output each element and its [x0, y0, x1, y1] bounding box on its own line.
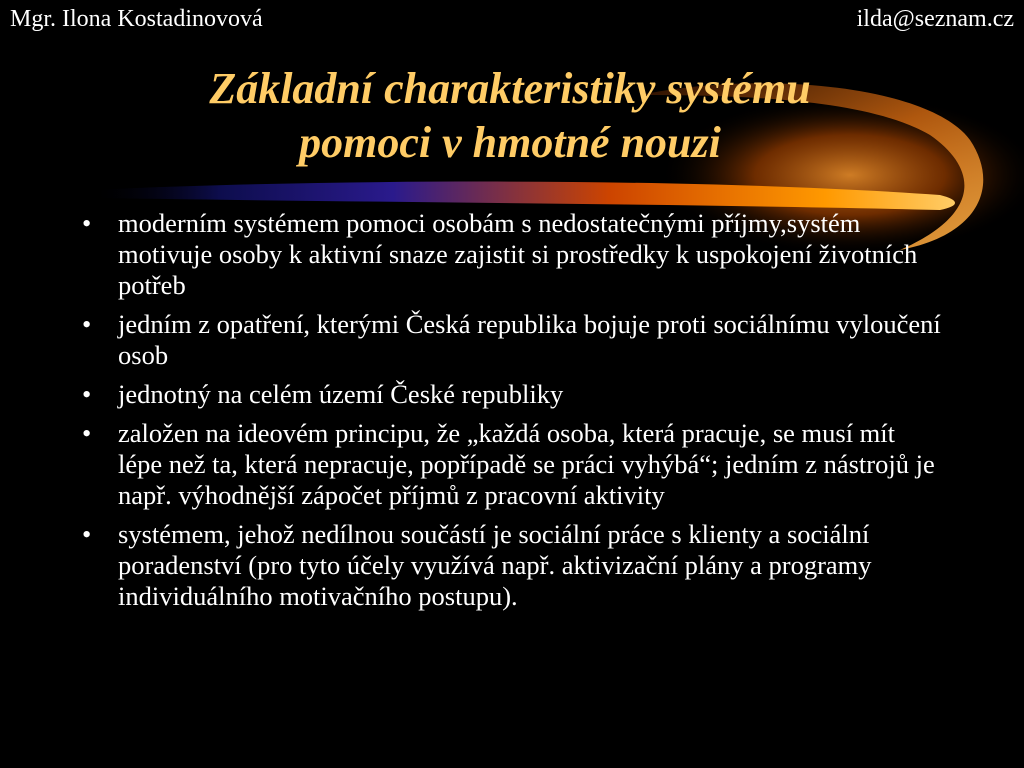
bullet-icon: •: [82, 208, 92, 238]
author-email: ilda@seznam.cz: [856, 6, 1014, 32]
title-line-1: Základní charakteristiky systému: [209, 64, 811, 113]
bullet-icon: •: [82, 379, 92, 409]
bullet-text: založen na ideovém principu, že „každá osoba, která pracuje, se musí mít lépe než ta, která nepracuje, popřípadě se práci vyhýbá“; jedním z nástrojů je např. výhodnější zápočet příjmů z pracovní aktivity: [118, 418, 935, 510]
bullet-text: jedním z opatření, kterými Česká republika bojuje proti sociálnímu vyloučení osob: [118, 309, 941, 370]
title-line-2: pomoci v hmotné nouzi: [299, 118, 721, 167]
bullet-list: [82, 208, 942, 620]
bullet-text: jednotný na celém území České republiky: [118, 379, 564, 409]
slide-title: [100, 62, 920, 170]
bullet-icon: •: [82, 309, 92, 339]
bullet-item-1: [82, 208, 942, 301]
bullet-icon: •: [82, 418, 92, 448]
bullet-item-4: [82, 418, 942, 511]
bullet-icon: •: [82, 519, 92, 549]
bullet-item-2: [82, 309, 942, 371]
author-name: Mgr. Ilona Kostadinovová: [10, 6, 263, 32]
bullet-text: moderním systémem pomoci osobám s nedostatečnými příjmy,systém motivuje osoby k aktivní snaze zajistit si prostředky k uspokojení životních potřeb: [118, 208, 918, 300]
bullet-item-5: [82, 519, 942, 612]
bullet-item-3: [82, 379, 942, 410]
bullet-text: systémem, jehož nedílnou součástí je sociální práce s klienty a sociální poradenství (pro tyto účely využívá např. aktivizační plány a programy individuálního motivačního postupu).: [118, 519, 872, 611]
